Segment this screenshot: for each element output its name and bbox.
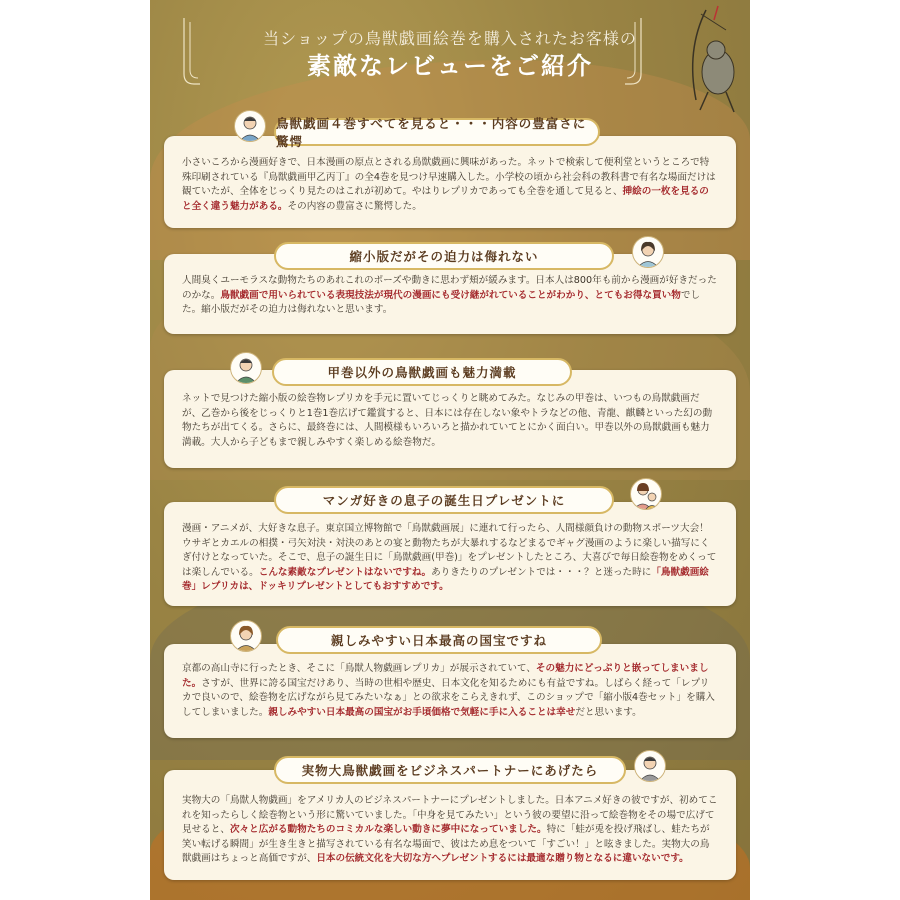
review-title: 親しみやすい日本最高の国宝ですね — [276, 626, 602, 654]
review-title: 縮小版だがその迫力は侮れない — [274, 242, 614, 270]
frog-illustration — [656, 0, 746, 120]
man-avatar-icon — [634, 750, 666, 782]
review-title: 鳥獣戯画４巻すべてを見ると・・・内容の豊富さに驚愕 — [274, 118, 600, 146]
review-body: 小さいころから漫画好きで、日本漫画の原点とされる鳥獣戯画に興味があった。ネットで検索して便利堂というところで特殊印刷されている『鳥獣戯画甲乙丙丁』の全4巻を見つけ早速購入した。小学校の頃から社会科の教科書で有名な場面だけは観ていたが、全体をじっくり見たのはこれが初めて。やはりレプリカであっても全巻を通して見ると、挿絵の一枚を見るのと全く違う魅力がある。その内容の豊富さに驚愕した。 — [182, 157, 716, 212]
review-body: 京都の高山寺に行ったとき、そこに「鳥獣人物戯画レプリカ」が展示されていて、その魅力にどっぷりと嵌ってしまいました。さすが、世界に誇る国宝だけあり、当時の世相や歴史、日本文化を知るためにも有益ですね。しばらく経って「レプリカで良いので、絵巻物を広げながら見てみたいなぁ」との欲求をこらえきれず、このショップで「縮小版4巻セット」を購入してしまいました。親しみやすい日本最高の国宝がお手頃価格で気軽に手に入ることは幸せだと思います。 — [182, 663, 715, 718]
mother-child-avatar-icon — [630, 478, 662, 510]
review-body: 実物大の「鳥獣人物戯画」をアメリカ人のビジネスパートナーにプレゼントしました。日本アニメ好きの彼ですが、初めてこれを知ったらしく絵巻物という形に驚いていました。「中身を見てみたい」という彼の要望に沿って絵巻物をその場で広げて見せると、次々と広がる動物たちのコミカルな楽しい動きに夢中になっていました。特に「蛙が兎を投げ飛ばし、蛙たちが笑い転げる瞬間」が生き生きと描写されている有名な場面で、彼はため息をついて「すごい！」と呟きました。実物大の鳥獣戯画はちょっと高価ですが、日本の伝統文化を大切な方へプレゼントするには最適な贈り物となるに違いないです。 — [182, 795, 718, 864]
review-body: 漫画・アニメが、大好きな息子。東京国立博物館で「鳥獣戯画展」に連れて行ったら、人間様顔負けの動物スポーツ大会！ウサギとカエルの相撲・弓矢対決・対決のあとの宴と動物たちが大暴れするなどまるでギャグ漫画のように楽しい描写にくぎ付けとなっていた。そこで、息子の誕生日に「鳥獣戯画(甲巻)」をプレゼントしたところ、大喜びで毎日絵巻物をめくっては楽しんでいる。こんな素敵なプレゼントはないですね。ありきたりのプレゼントでは・・・？と迷った時に「鳥獣戯画絵巻」レプリカは、ドッキリプレゼントとしてもおすすめです。 — [182, 523, 717, 592]
man-avatar-icon — [230, 352, 262, 384]
header-subtitle: 当ショップの鳥獣戯画絵巻を購入されたお客様の — [263, 29, 637, 48]
header-title: 素敵なレビューをご紹介 — [307, 51, 593, 80]
review-title: 実物大鳥獣戯画をビジネスパートナーにあげたら — [274, 756, 626, 784]
review-body: ネットで見つけた縮小版の絵巻物レプリカを手元に置いてじっくりと眺めてみた。なじみの甲巻は、いつもの鳥獣戯画だが、乙巻から後をじっくりと1巻1巻広げて鑑賞すると、日本には存在しない象やトラなどの他、青龍、麒麟といった幻の動物たちが出てくる。さらに、最終巻には、人間模様もいろいろと描かれていてとにかく面白い。甲巻以外の鳥獣戯画も魅力満載。大人から子どもまで親しみやすく楽しめる絵巻物だ。 — [182, 393, 713, 448]
review-title: 甲巻以外の鳥獣戯画も魅力満載 — [272, 358, 572, 386]
review-card-4 — [164, 502, 736, 606]
review-body: 人間臭くユーモラスな動物たちのあれこれのポーズや動きに思わず頬が緩みます。日本人は800年も前から漫画が好きだったのかな。鳥獣戯画で用いられている表現技法が現代の漫画にも受け継がれていることがわかり、とてもお得な買い物でした。縮小版だがその迫力は侮れないと思います。 — [182, 275, 717, 315]
review-card-6 — [164, 770, 736, 880]
woman-avatar-icon — [632, 236, 664, 268]
review-card-5 — [164, 644, 736, 738]
man-avatar-icon — [234, 110, 266, 142]
review-poster — [150, 0, 750, 900]
review-title: マンガ好きの息子の誕生日プレゼントに — [274, 486, 614, 514]
woman-avatar-icon — [230, 620, 262, 652]
